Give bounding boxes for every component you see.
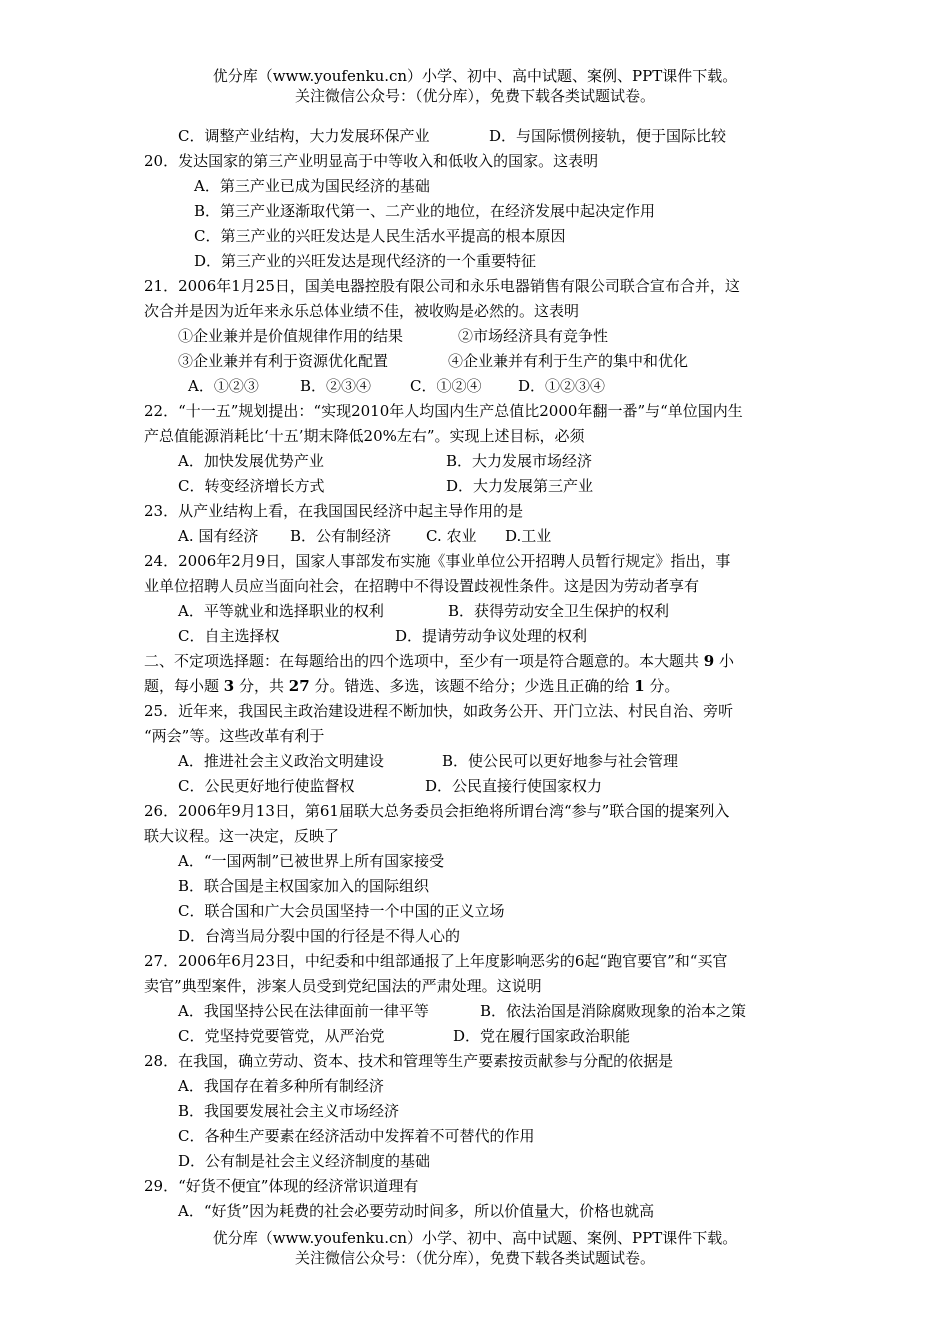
q28-option-a: A．我国存在着多种所有制经济 — [178, 1077, 384, 1095]
q21-option-b: B．②③④ — [300, 377, 372, 395]
q27-option-c: C．党坚持党要管党，从严治党 — [178, 1027, 385, 1045]
q21-stem-line-1: 21．2006年1月25日，国美电器控股有限公司和永乐电器销售有限公司联合宣布合并，这 — [144, 277, 740, 295]
q20-option-a: A．第三产业已成为国民经济的基础 — [194, 177, 430, 195]
q21-item-1: ①企业兼并是价值规律作用的结果 — [178, 327, 404, 345]
q28-option-d: D．公有制是社会主义经济制度的基础 — [178, 1152, 431, 1170]
q27-option-b: B．依法治国是消除腐败现象的治本之策 — [480, 1002, 747, 1020]
footer-line-2: 关注微信公众号：（优分库），免费下载各类试题试卷。 — [294, 1249, 655, 1267]
q21-option-c: C．①②④ — [410, 377, 482, 395]
q24-stem-line-2: 业单位招聘人员应当面向社会，在招聘中不得设置歧视性条件。这是因为劳动者享有 — [144, 577, 700, 595]
q28-option-c: C．各种生产要素在经济活动中发挥着不可替代的作用 — [178, 1127, 535, 1145]
q21-item-3: ③企业兼并有利于资源优化配置 — [178, 352, 389, 370]
q20-stem: 20．发达国家的第三产业明显高于中等收入和低收入的国家。这表明 — [144, 152, 599, 170]
q25-option-b: B．使公民可以更好地参与社会管理 — [442, 752, 679, 770]
q23-option-c: C. 农业 — [426, 527, 477, 545]
question-count: 9 — [703, 652, 715, 670]
q26-stem-line-1: 26．2006年9月13日，第61届联大总务委员会拒绝将所谓台湾“参与”联合国的提案列入 — [144, 802, 730, 820]
q27-option-a: A．我国坚持公民在法律面前一律平等 — [178, 1002, 429, 1020]
q24-option-a: A．平等就业和选择职业的权利 — [178, 602, 384, 620]
q28-stem: 28．在我国，确立劳动、资本、技术和管理等生产要素按贡献参与分配的依据是 — [144, 1052, 674, 1070]
section-2-instructions-line-1 — [144, 650, 734, 672]
page-footer — [0, 1228, 950, 1268]
q19-option-d: D．与国际惯例接轨，便于国际比较 — [489, 127, 727, 145]
q19-option-c: C．调整产业结构，大力发展环保产业 — [178, 127, 430, 145]
q23-option-d: D.工业 — [505, 527, 552, 545]
q29-option-a: A．“好货”因为耗费的社会必要劳动时间多，所以价值量大，价格也就高 — [178, 1202, 655, 1220]
q28-option-b: B．我国要发展社会主义市场经济 — [178, 1102, 400, 1120]
q24-stem-line-1: 24．2006年2月9日，国家人事部发布实施《事业单位公开招聘人员暂行规定》指出，事 — [144, 552, 731, 570]
partial-points: 1 — [634, 677, 645, 695]
q25-stem-line-2: “两会”等。这些改革有利于 — [144, 727, 325, 745]
q23-stem: 23．从产业结构上看，在我国国民经济中起主导作用的是 — [144, 502, 524, 520]
q22-option-c: C．转变经济增长方式 — [178, 477, 325, 495]
q27-option-d: D．党在履行国家政治职能 — [453, 1027, 631, 1045]
q24-option-c: C．自主选择权 — [178, 627, 280, 645]
q25-stem-line-1: 25．近年来，我国民主政治建设进程不断加快，如政务公开、开门立法、村民自治、旁听 — [144, 702, 734, 720]
q25-option-d: D．公民直接行使国家权力 — [425, 777, 603, 795]
section-2-text: 小 — [714, 652, 734, 670]
q22-stem-line-2: 产总值能源消耗比‘十五’期末降低20%左右”。实现上述目标，必须 — [144, 427, 585, 445]
q20-option-c: C．第三产业的兴旺发达是人民生活水平提高的根本原因 — [194, 227, 566, 245]
q21-option-a: A．①②③ — [188, 377, 259, 395]
total-points: 27 — [288, 677, 310, 695]
q22-stem-line-1: 22．“十一五”规划提出：“实现2010年人均国内生产总值比2000年翻一番”与“单位国内生 — [144, 402, 743, 420]
section-2-text: 分。 — [644, 677, 680, 695]
section-2-instructions-line-2 — [144, 675, 679, 697]
q20-option-b: B．第三产业逐渐取代第一、二产业的地位，在经济发展中起决定作用 — [194, 202, 656, 220]
q22-option-b: B．大力发展市场经济 — [446, 452, 593, 470]
q23-option-a: A. 国有经济 — [178, 527, 259, 545]
q25-option-a: A．推进社会主义政治文明建设 — [178, 752, 384, 770]
q20-option-d: D．第三产业的兴旺发达是现代经济的一个重要特征 — [194, 252, 537, 270]
q21-stem-line-2: 次合并是因为近年来永乐总体业绩不佳，被收购是必然的。这表明 — [144, 302, 580, 320]
q26-option-c: C．联合国和广大会员国坚持一个中国的正义立场 — [178, 902, 505, 920]
q26-stem-line-2: 联大议程。这一决定，反映了 — [144, 827, 340, 845]
q26-option-a: A．“一国两制”已被世界上所有国家接受 — [178, 852, 445, 870]
footer-line-1: 优分库（www.youfenku.cn）小学、初中、高中试题、案例、PPT课件下载。 — [212, 1229, 738, 1247]
points-per-question: 3 — [223, 677, 235, 695]
q27-stem-line-1: 27．2006年6月23日，中纪委和中组部通报了上年度影响恶劣的6起“跑官要官”和“买官 — [144, 952, 728, 970]
q23-option-b: B．公有制经济 — [290, 527, 392, 545]
q22-option-a: A．加快发展优势产业 — [178, 452, 324, 470]
section-2-text: 分。错选、多选，该题不给分；少选且正确的给 — [309, 677, 635, 695]
q25-option-c: C．公民更好地行使监督权 — [178, 777, 355, 795]
q24-option-b: B．获得劳动安全卫生保护的权利 — [448, 602, 670, 620]
section-2-text: 二、不定项选择题：在每题给出的四个选项中，至少有一项是符合题意的。本大题共 — [144, 652, 704, 670]
q29-stem: 29．“好货不便宜”体现的经济常识道理有 — [144, 1177, 419, 1195]
q21-option-d: D．①②③④ — [518, 377, 606, 395]
q22-option-d: D．大力发展第三产业 — [446, 477, 594, 495]
header-line-2: 关注微信公众号：（优分库），免费下载各类试题试卷。 — [294, 87, 655, 105]
q26-option-b: B．联合国是主权国家加入的国际组织 — [178, 877, 430, 895]
q26-option-d: D．台湾当局分裂中国的行径是不得人心的 — [178, 927, 461, 945]
section-2-text: 分，共 — [234, 677, 289, 695]
header-line-1: 优分库（www.youfenku.cn）小学、初中、高中试题、案例、PPT课件下载。 — [212, 67, 738, 85]
q27-stem-line-2: 卖官”典型案件，涉案人员受到党纪国法的严肃处理。这说明 — [144, 977, 542, 995]
page-header — [0, 66, 950, 106]
q21-item-2: ②市场经济具有竞争性 — [458, 327, 609, 345]
section-2-text: 题，每小题 — [144, 677, 224, 695]
q24-option-d: D．提请劳动争议处理的权利 — [395, 627, 588, 645]
q21-item-4: ④企业兼并有利于生产的集中和优化 — [448, 352, 689, 370]
